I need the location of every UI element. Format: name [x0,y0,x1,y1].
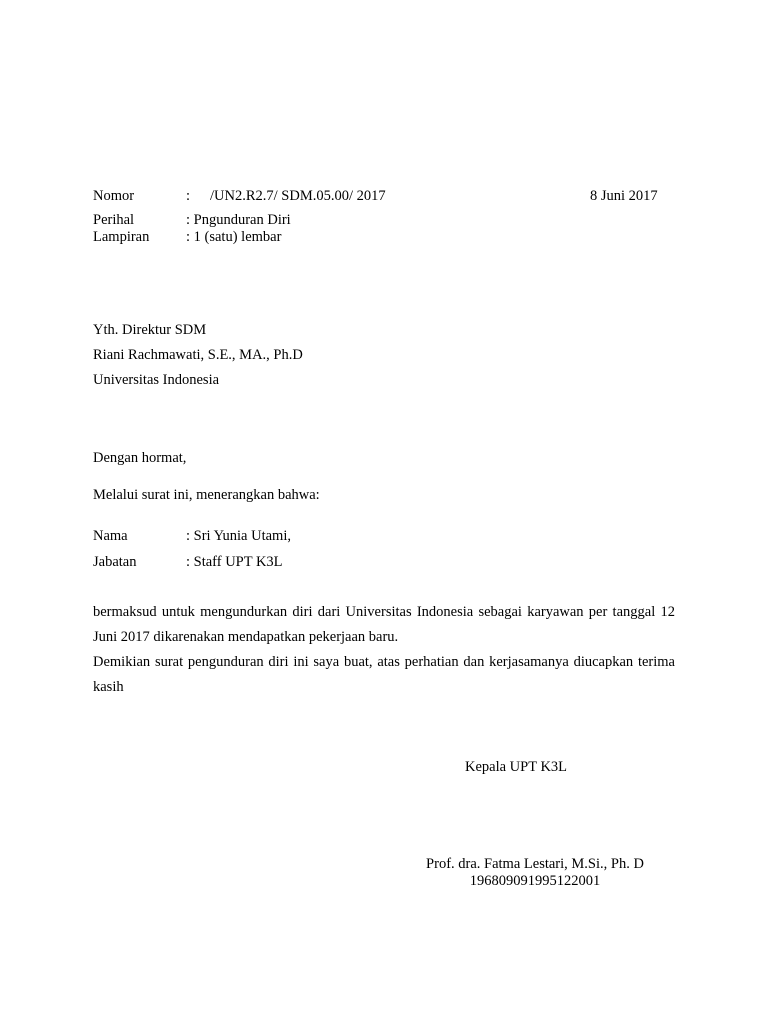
recipient-line-1: Yth. Direktur SDM [93,322,207,338]
recipient-line-2: Riani Rachmawati, S.E., MA., Ph.D [93,347,303,363]
perihal-label: Perihal [93,212,135,228]
nama-label: Nama [93,528,128,544]
signature-title: Kepala UPT K3L [465,759,568,775]
body-paragraph-2: Demikian surat pengunduran diri ini saya buat, atas perhatian dan kerjasamanya diucapkan terima kasih [93,654,675,695]
jabatan-value: : Staff UPT K3L [186,554,283,570]
nomor-value: /UN2.R2.7/ SDM.05.00/ 2017 [210,188,386,204]
lampiran-value: : 1 (satu) lembar [186,229,282,245]
nomor-colon: : [186,188,191,204]
nama-value: : Sri Yunia Utami, [186,528,291,544]
signature-id-number: 196809091995122001 [469,873,601,889]
letter-date: 8 Juni 2017 [590,188,658,204]
signature-name: Prof. dra. Fatma Lestari, M.Si., Ph. D [426,856,644,872]
intro-text: Melalui surat ini, menerangkan bahwa: [93,487,320,503]
perihal-value: : Pngunduran Diri [186,212,291,228]
body-paragraph-1: bermaksud untuk mengundurkan diri dari Universitas Indonesia sebagai karyawan per tanggal 12 Juni 2017 dikarenakan mendapatkan pekerjaan baru. [93,604,675,645]
recipient-line-3: Universitas Indonesia [93,372,220,388]
greeting: Dengan hormat, [93,450,187,466]
nomor-label: Nomor [93,188,135,204]
lampiran-label: Lampiran [93,229,150,245]
jabatan-label: Jabatan [93,554,137,570]
